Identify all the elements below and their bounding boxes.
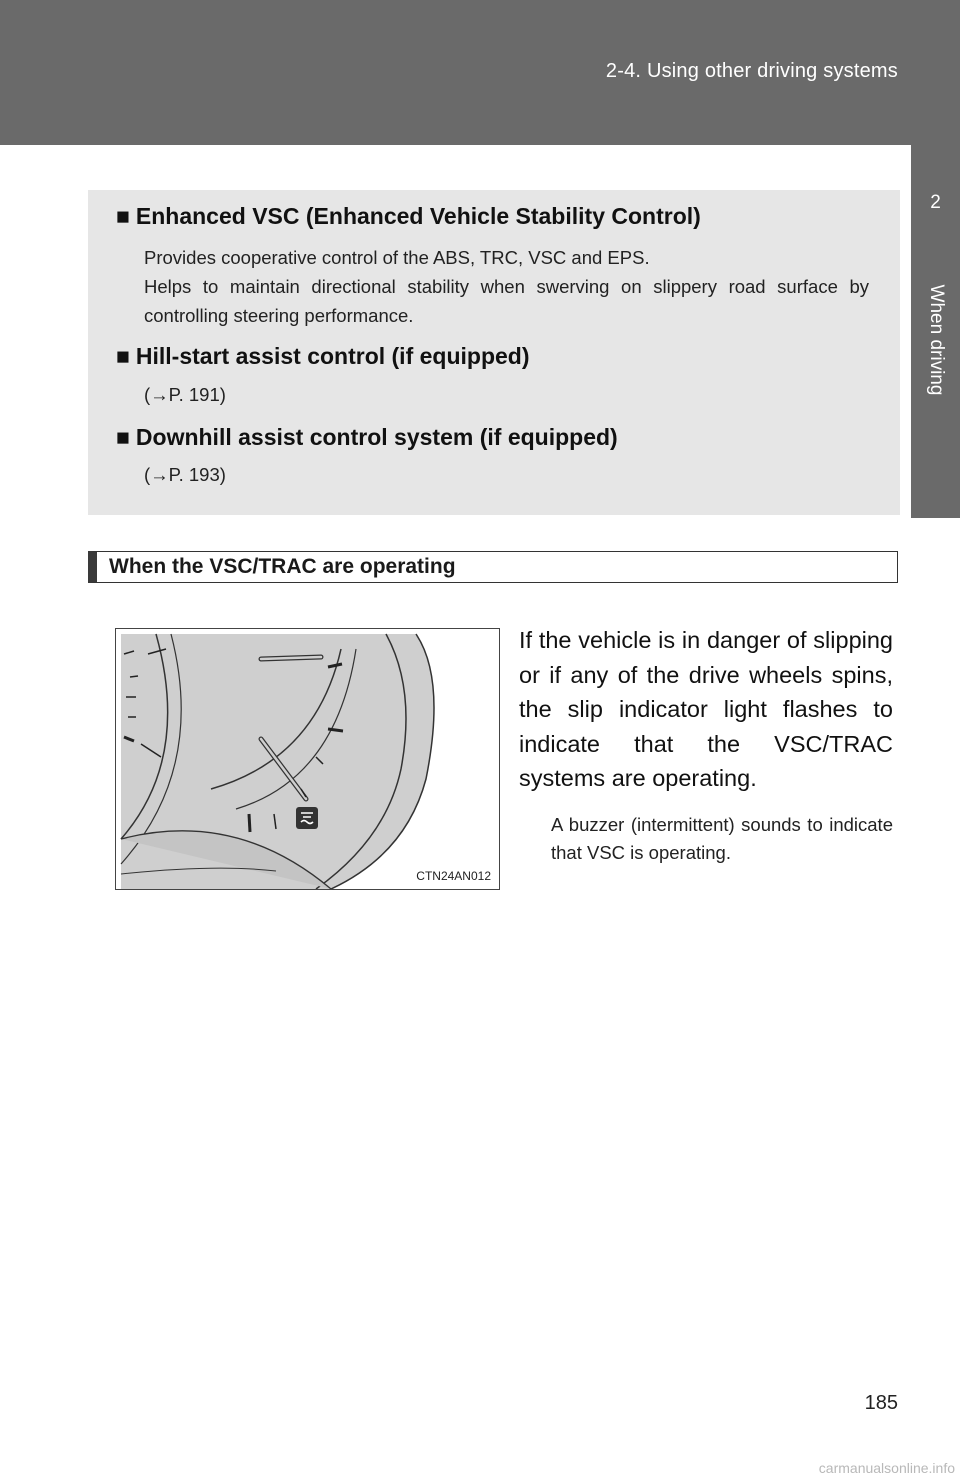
header-bar <box>0 0 960 145</box>
main-paragraph: If the vehicle is in danger of slipping or if any of the drive wheels spins, the slip indicator light flashes to indicate that the VSC/TRAC systems are operating. <box>519 627 893 791</box>
page-reference-191[interactable]: (→P. 191) <box>144 384 226 405</box>
info-section-title-downhill: ■ Downhill assist control system (if equipped) <box>116 424 618 450</box>
info-section-title-hill-start: ■ Hill-start assist control (if equipped) <box>116 343 530 369</box>
square-bullet-icon: ■ <box>116 424 130 450</box>
page-reference-193[interactable]: (→P. 193) <box>144 464 226 485</box>
info-text-line-1: Provides cooperative control of the ABS, TRC, VSC and EPS. <box>144 247 650 268</box>
instrument-cluster-illustration <box>115 628 500 890</box>
info-text-line-2: Helps to maintain directional stability when swerving on slippery road surface by controlling steering performance. <box>144 276 869 326</box>
side-tab <box>911 145 960 518</box>
note-paragraph: A buzzer (intermittent) sounds to indicate that VSC is operating. <box>551 814 893 863</box>
chapter-section-title: 2-4. Using other driving systems <box>605 60 898 82</box>
figure-code: CTN24AN012 <box>416 869 491 883</box>
gauge-drawing <box>116 629 500 890</box>
page-number: 185 <box>864 1392 898 1414</box>
square-bullet-icon: ■ <box>116 343 130 369</box>
section-heading: When the VSC/TRAC are operating <box>88 551 898 583</box>
chapter-label: When driving <box>925 284 947 396</box>
info-section-title-enhanced-vsc: ■ Enhanced VSC (Enhanced Vehicle Stability Control) <box>116 203 701 229</box>
chapter-number: 2 <box>930 192 941 213</box>
watermark: carmanualsonline.info <box>818 1460 955 1476</box>
square-bullet-icon: ■ <box>116 203 130 229</box>
